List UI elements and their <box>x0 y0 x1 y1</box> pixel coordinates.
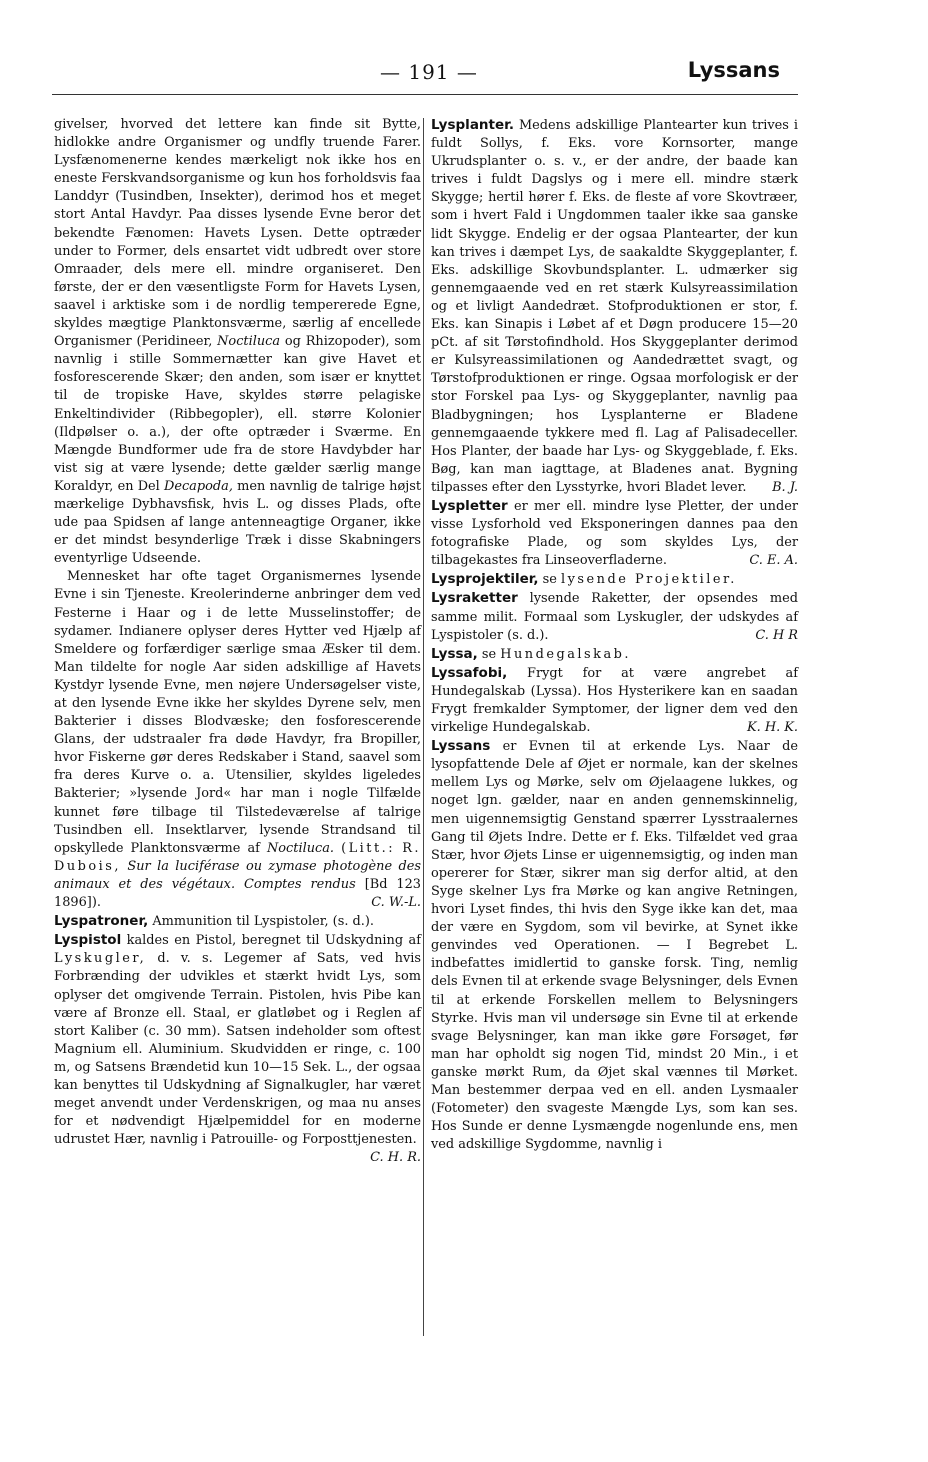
headword: Lysprojektiler, <box>431 571 539 588</box>
author-signature: C. W.-L. <box>371 895 421 911</box>
headword: Lyspletter <box>431 497 508 514</box>
literature-label: (Litt.: <box>341 840 396 856</box>
header-rule <box>52 94 798 95</box>
author-signature: C. H. R. <box>370 1150 421 1166</box>
entry-lyssafobi <box>431 664 798 737</box>
text-span: og Rhizopoder), som navnlig i stille Sommernætter kan give Havet et fosforescerende Skær; den anden, som især er knyttet til de tropiske Have, skyldes større pelagiske Enkeltindivider (Ribbegopler), ell. større Kolonier (Ildpølser o. a.), der ofte optræder i Sværme. En Mængde Bundformer ude fra de store Havdybder har vist sig at være lysende; dette gælder særlig mange Koraldyr, en Del <box>54 334 421 494</box>
entry-text: er Evnen til at erkende Lys. Naar de lysopfattende Dele af Øjet er normale, kan der skelnes mellem Lys og Mørke, selv om Øjelaagene lukkes, og noget lgn. gælder, naar en anden gennemskinnelig, men uigennemsigtig Genstand spærrer Lysstraalernes Gang til Øjets Indre. Dette er f. Eks. Tilfældet ved graa Stær, hvor Øjets Linse er uigennemsigtig, og inden man opererer for Stær, sikrer man sig derfor altid, at den Syge skelner Lys fra Mørke og kan angive Retningen, hvori Lyset findes, thi hvis den Syge ikke kan det, maa der være en Sygdom, som vil bevirke, at Synet ikke genvindes ved Operationen. — I Begrebet L. indbefattes imidlertid to ganske forsk. Ting, nemlig dels Evnen til at erkende svage Belysninger, dels Evnen til at erkende Forskellen mellem to Belysningers Styrke. Hvis man vil undersøge sin Evne til at erkende svage Belysninger, kan man ikke gøre Forsøget, før man har opholdt sig nogen Tid, mindst 20 Min., i et ganske mørkt Rum, da Øjet skal vænnes til Mørket. Man bestemmer derpaa ved en ell. anden Lysmaaler (Fotometer) den svageste Mængde Lys, som kan ses. Hos Sunde er denne Lysmængde nogenlunde ens, men ved adskillige Sygdomme, navnlig i <box>431 739 798 1153</box>
entry-text: Medens adskillige Plantearter kun trives i fuldt Sollys, f. Eks. vore Kornsorter, mange Ukrudsplanter o. s. v., er der andre, der baade kan trives i fuldt Dagslys og i mere ell. mindre stærk Skygge; hertil hører f. Eks. de fleste af vore Skovtræer, som i hvert Fald i Ungdommen taaler ikke saa ganske lidt Skygge. Endelig er der ogsaa Plantearter, der kun kan trives i dæmpet Lys, de saakaldte Skyggeplanter, f. Eks. adskillige Skovbundsplanter. L. udmærker sig gennemgaaende ved en ret stærk Kulsyreassimilation og et livligt Aandedræt. Stofproduktionen er stor, f. Eks. kan Sinapis i Løbet af et Døgn producere 15—20 pCt. af sit Tørstofindhold. Hos Skyggeplanter derimod er Kulsyreassimilationen og Aandedrættet svagt, og Tørstofproduktionen er ringe. Ogsaa morfologisk er der stor Forskel paa Lys- og Skyggeplanter, navnlig paa Bladbygningen; hos Lysplanterne er Bladene gennemgaaende tykkere med fl. Lag af Palisadeceller. Hos Planter, der baade har Lys- og Skyggeblade, f. Eks. Bøg, kan man iagttage, at Bladenes anat. Bygning tilpasses efter den Lysstyrke, hvori Bladet lever. <box>431 118 798 495</box>
headword: Lyssafobi, <box>431 664 508 681</box>
entry-text: lysende Raketter, der opsendes med samme milit. Formaal som Lyskugler, der udskydes af Lyspistoler (s. d.). <box>431 591 798 643</box>
paragraph-mennesket <box>54 568 421 912</box>
author-signature: K. H. K. <box>747 720 798 736</box>
entry-lyssa <box>431 645 798 664</box>
entry-text: d. v. s. Legemer af Sats, ved hvis Forbrænding der udvikles et stærkt hvidt Lys, som oplyser det omgivende Terrain. Pistolen, hvis Pibe kan være af Bronze ell. Staal, er glatløbet og i Reglen af stort Kaliber (c. 30 mm). Satsen indeholder som oftest Magnium ell. Aluminium. Skudvidden er ringe, c. 100 m, og Satsens Brændetid kun 10—15 Sek. L., der ogsaa kan benyttes til Udskydning af Signalkugler, har været meget anvendt under Verdenskrigen, og maa nu anses for et nødvendigt Hjælpemiddel for en moderne udrustet Hær, navnlig i Patrouille- og Forposttjenesten. <box>54 951 421 1148</box>
author-signature: C. H R <box>755 627 798 643</box>
headword: Lyspistol <box>54 932 122 949</box>
entry-text: er mer ell. mindre lyse Pletter, der under visse Lysforhold ved Eksponeringen dannes paa den fotografiske Plade, og som skyldes Lys, der tilbagekastes fra Linseoverfladerne. <box>431 498 798 569</box>
literature-title: Sur la luciférase ou zymase photogène des animaux et des végétaux. Comptes rendus <box>54 858 421 892</box>
entry-text: se <box>542 572 557 588</box>
entry-text: kaldes en Pistol, beregnet til Udskydning af <box>126 933 421 949</box>
literature-author: R. Dubois, <box>54 840 421 874</box>
headword: Lysraketter <box>431 590 518 607</box>
entry-lysraketter <box>431 589 798 644</box>
headword: Lyssans <box>431 738 491 755</box>
entry-lysplanter <box>431 116 798 497</box>
text-span: men navnlig de talrige højst mærkelige Dybhavsfisk, hvis L. og disses Plads, ofte ude paa Spidsen af lange antenneagtige Organer, ikke er det mindst besynderlige Træk i disse Skabningers eventyrlige Udseende. <box>54 478 421 567</box>
cross-reference: Hundegalskab. <box>500 646 632 662</box>
author-signature: B. J. <box>772 479 798 495</box>
entry-lyspletter <box>431 497 798 570</box>
italic-term: Noctiluca. <box>267 840 335 856</box>
entry-text: Frygt for at være angrebet af Hundegalskab (Lyssa). Hos Hysterikere kan en saadan Frygt fremkalder Symptomer, der ligner dem ved den virkelige Hundegalskab. <box>431 665 798 736</box>
entry-lyspistol <box>54 931 421 1167</box>
left-column <box>54 116 421 1167</box>
paragraph-lysende-dyr <box>54 116 421 568</box>
right-column <box>431 116 798 1154</box>
text-span: Mennesket har ofte taget Organismernes lysende Evne i sin Tjeneste. Kreolerinderne anbringer dem ved Festerne i Haar og i de lette Musselinstoffer; de sydamer. Indianere oplyser deres Hytter ved Hjælp af Smeldere og forfærdiger særlige smaa Æsker til dem. Man tildelte for nogle Aar siden adskillige af Havets Kystdyr lysende Evne, men nøjere Undersøgelser viste, at den lysende Evne ikke her skyldes Dyrene selv, men Bakterier i disses Blodvæske; den fosforescerende Glans, der udstraaler fra døde Havdyr, fra Bropiller, hvor Fiskerne gør deres Redskaber i Stand, saavel som fra deres Kurve o. a. Utensilier, skyldes ligeledes Bakterier; »lysende Jord« har man i nogle Tilfælde kunnet føre tilbage til Tilstedeværelse af talrige Tusindben ell. Insektlarver, lysende Strandsand til opskyllede Planktonsværme af <box>54 569 421 856</box>
headword: Lyspatroner, <box>54 913 149 930</box>
page-number: — 191 — <box>380 60 478 84</box>
text-span: givelser, hvorved det lettere kan finde sit Bytte, hidlokke andre Organismer og undfly truende Farer. Lysfænomenerne kendes mærkeligt nok ikke hos en eneste Ferskvandsorganisme og kun hos forholdsvis faa Landdyr (Tusindben, Insekter), derimod hos et meget stort Antal Havdyr. Paa disses lysende Evne beror det bekendte Fænomen: Havets Lysen. Dette optræder under to Former, dels ensartet vidt udbredt over store Omraader, dels mere ell. mindre organiseret. Den første, der er den væsentligste Form for Havets Lysen, saavel i arktiske som i de nordlig tempererede Egne, skyldes mægtige Planktonsværme, særlig af encellede Organismer (Peridineer, <box>54 117 421 350</box>
entry-text: Ammunition til Lyspistoler, (s. d.). <box>152 914 374 930</box>
author-signature: C. E. A. <box>749 553 798 569</box>
entry-lyspatroner <box>54 912 421 931</box>
column-divider <box>423 118 424 1336</box>
italic-term: Decapoda, <box>164 478 233 494</box>
text-span: [Bd 123 1896]). <box>54 876 421 911</box>
entry-lyssans <box>431 737 798 1154</box>
running-head: Lyssans <box>687 58 780 82</box>
spaced-term: Lyskugler, <box>54 951 147 967</box>
headword: Lysplanter. <box>431 117 515 133</box>
cross-reference: lysende Projektiler. <box>561 572 737 588</box>
entry-lysprojektiler <box>431 570 798 589</box>
italic-term: Noctiluca <box>217 334 281 350</box>
headword: Lyssa, <box>431 645 478 662</box>
entry-text: se <box>481 646 497 662</box>
